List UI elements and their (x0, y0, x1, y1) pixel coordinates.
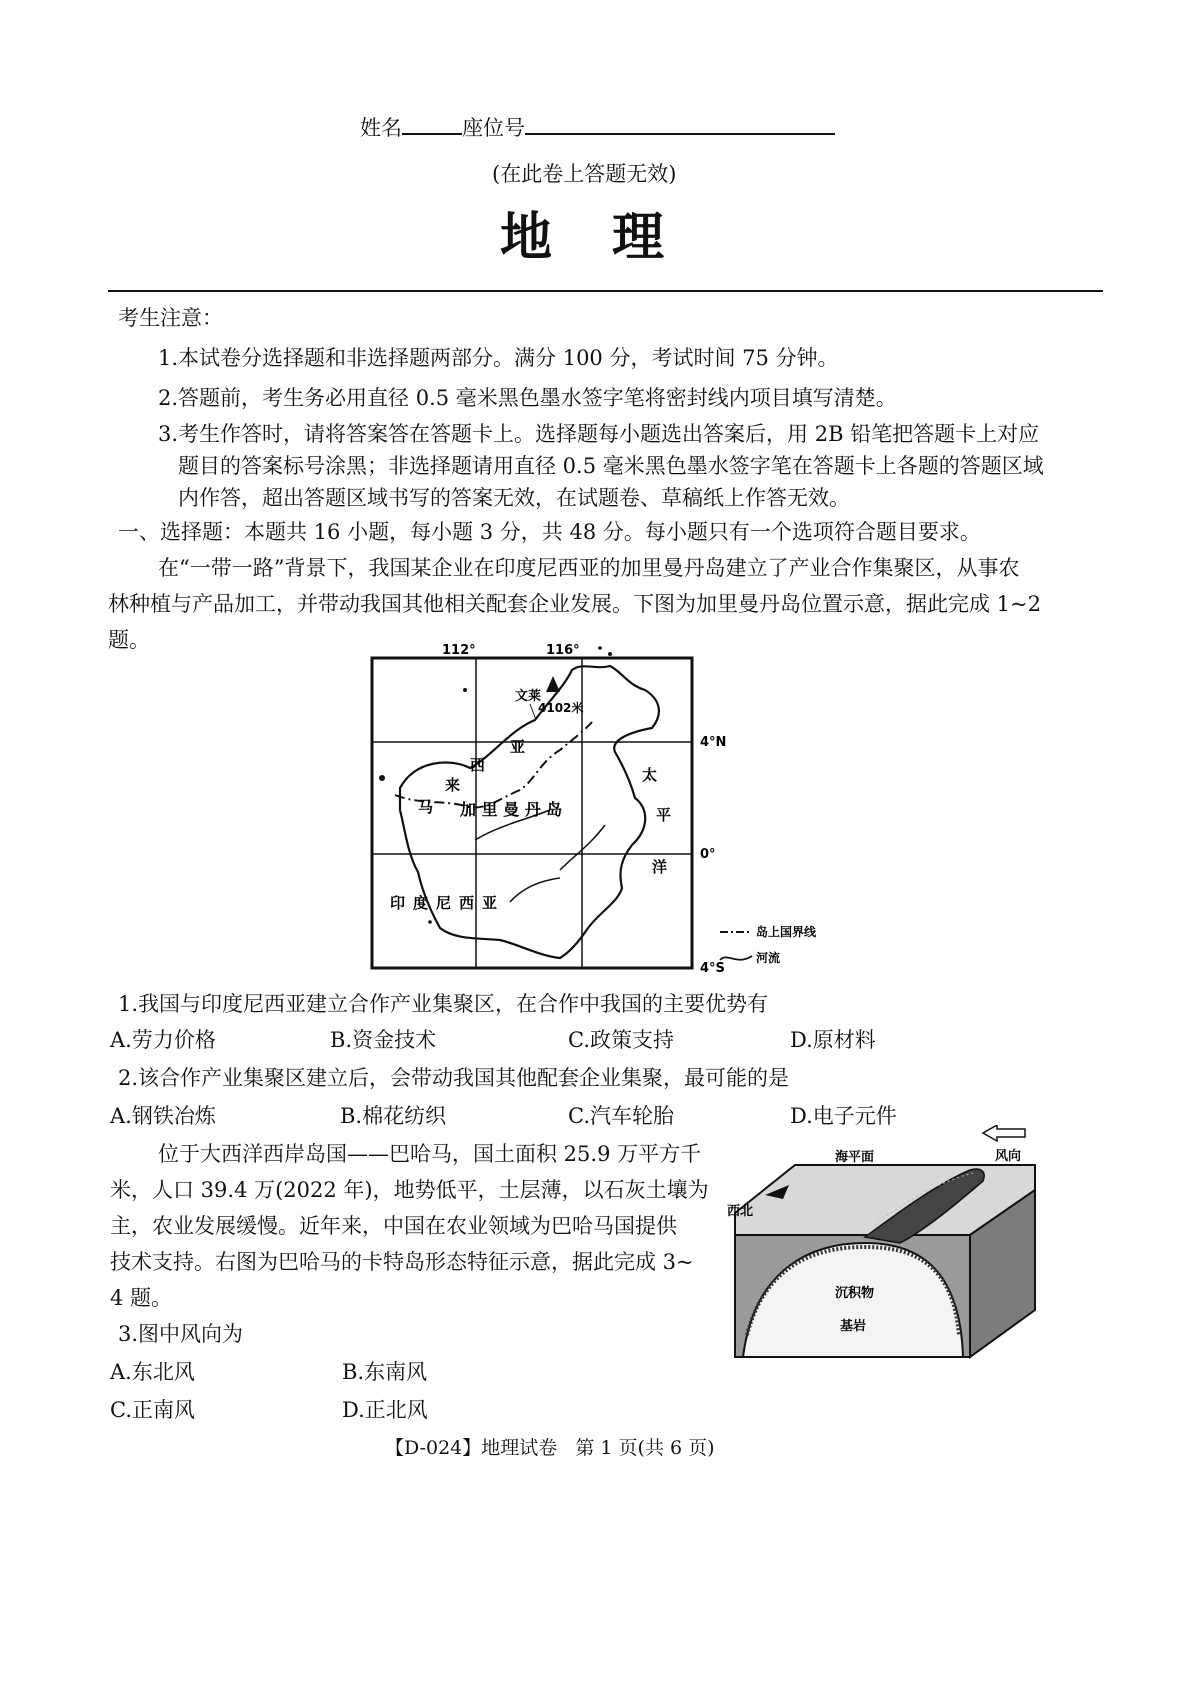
islet-3 (598, 646, 602, 650)
label-sediment: 沉积物 (835, 1286, 875, 1301)
legend-border-label: 岛上国界线 (756, 925, 817, 939)
passage2-line-2: 米，人口 39.4 万(2022 年)，地势低平，土层薄，以石灰土壤为 (110, 1178, 709, 1202)
islet-2 (608, 652, 612, 656)
label-kalimantan: 加 里 曼 丹 岛 (460, 800, 563, 819)
islet-5 (428, 920, 432, 924)
kalimantan-location-map (360, 640, 880, 980)
instructions-heading: 考生注意： (118, 306, 223, 330)
passage2-line-1: 位于大西洋西岸岛国——巴哈马，国土面积 25.9 万平方千 (158, 1142, 702, 1166)
lon-label-112: 112° (442, 643, 476, 658)
lon-label-116: 116° (546, 643, 580, 658)
islet-4 (379, 775, 385, 781)
q3-option-b[interactable]: B.东南风 (342, 1360, 428, 1384)
section-heading: 一、选择题：本题共 16 小题，每小题 3 分，共 48 分。每小题只有一个选项符合题目要求。 (118, 520, 981, 544)
label-pacific-tai: 太 (642, 766, 658, 784)
q1-option-d[interactable]: D.原材料 (790, 1028, 876, 1052)
label-sea-level: 海平面 (835, 1150, 875, 1165)
name-seat-line (360, 112, 835, 142)
label-pacific-yang: 洋 (652, 858, 668, 876)
page-footer: 【D-024】地理试卷 第 1 页(共 6 页) (385, 1437, 715, 1459)
legend-river-label: 河流 (756, 951, 781, 965)
q2-option-a[interactable]: A.钢铁冶炼 (110, 1104, 216, 1128)
label-peak: 4102米 (538, 701, 584, 715)
name-label: 姓名 (360, 116, 402, 140)
label-northwest: 西北 (727, 1204, 754, 1219)
label-pacific-ping: 平 (656, 806, 672, 824)
label-malaysia-ma: 马 (418, 798, 434, 816)
q3-option-a[interactable]: A.东北风 (110, 1360, 195, 1384)
cat-island-block-diagram (725, 1125, 1055, 1365)
lat-label-4n: 4°N (700, 735, 727, 750)
label-brunei: 文莱 (515, 689, 542, 704)
label-malaysia-xi: 西 (470, 756, 486, 774)
header-divider (108, 290, 1103, 292)
seat-blank[interactable] (525, 113, 835, 135)
intro-line-2: 林种植与产品加工，并带动我国其他相关配套企业发展。下图为加里曼丹岛位置示意，据此完成 1~2 (108, 592, 1041, 616)
name-blank[interactable] (402, 113, 462, 135)
lat-label-0: 0° (700, 847, 716, 862)
passage2-line-5: 4 题。 (110, 1286, 173, 1310)
lat-label-4s: 4°S (700, 961, 725, 976)
passage2-line-3: 主，农业发展缓慢。近年来，中国在农业领域为巴哈马国提供 (110, 1214, 677, 1238)
q1-option-b[interactable]: B.资金技术 (330, 1028, 437, 1052)
label-indonesia: 印度尼西亚 (390, 894, 506, 912)
passage2-line-4: 技术支持。右图为巴哈马的卡特岛形态特征示意，据此完成 3~ (110, 1250, 694, 1274)
instruction-item-1: 1.本试卷分选择题和非选择题两部分。满分 100 分，考试时间 75 分钟。 (158, 346, 839, 370)
instruction-item-3-cont2: 内作答，超出答题区域书写的答案无效，在试题卷、草稿纸上作答无效。 (178, 486, 850, 510)
label-malaysia-lai: 来 (445, 776, 461, 794)
q2-option-b[interactable]: B.棉花纺织 (340, 1104, 447, 1128)
islet-1 (463, 688, 467, 692)
q1-option-a[interactable]: A.劳力价格 (110, 1028, 216, 1052)
label-wind-direction: 风向 (995, 1149, 1022, 1164)
q3-option-d[interactable]: D.正北风 (342, 1398, 428, 1422)
instruction-item-2: 2.答题前，考生务必用直径 0.5 毫米黑色墨水签字笔将密封线内项目填写清楚。 (158, 386, 897, 410)
intro-line-1: 在“一带一路”背景下，我国某企业在印度尼西亚的加里曼丹岛建立了产业合作集聚区，从事农 (158, 556, 1020, 580)
question-2-stem: 2.该合作产业集聚区建立后，会带动我国其他配套企业集聚，最可能的是 (118, 1066, 790, 1090)
label-malaysia-ya: 亚 (510, 738, 526, 756)
legend-river-swatch (720, 956, 752, 960)
q2-option-c[interactable]: C.汽车轮胎 (568, 1104, 674, 1128)
instruction-item-3-cont: 题目的答案标号涂黑；非选择题请用直径 0.5 毫米黑色墨水签字笔在答题卡上各题的答题区域 (178, 454, 1044, 478)
exam-note: (在此卷上答题无效) (492, 162, 677, 186)
q3-option-c[interactable]: C.正南风 (110, 1398, 195, 1422)
intro-line-3: 题。 (108, 628, 150, 652)
question-3-stem: 3.图中风向为 (118, 1322, 244, 1346)
q1-option-c[interactable]: C.政策支持 (568, 1028, 674, 1052)
question-1-stem: 1.我国与印度尼西亚建立合作产业集聚区，在合作中我国的主要优势有 (118, 992, 769, 1016)
wind-arrow-icon (983, 1125, 1025, 1141)
page-title: 地理 (500, 207, 725, 268)
q2-option-d[interactable]: D.电子元件 (790, 1104, 897, 1128)
instruction-item-3: 3.考生作答时，请将答案答在答题卡上。选择题每小题选出答案后，用 2B 铅笔把答题卡上对应 (158, 422, 1040, 446)
seat-label: 座位号 (462, 116, 525, 140)
label-bedrock: 基岩 (840, 1319, 867, 1334)
